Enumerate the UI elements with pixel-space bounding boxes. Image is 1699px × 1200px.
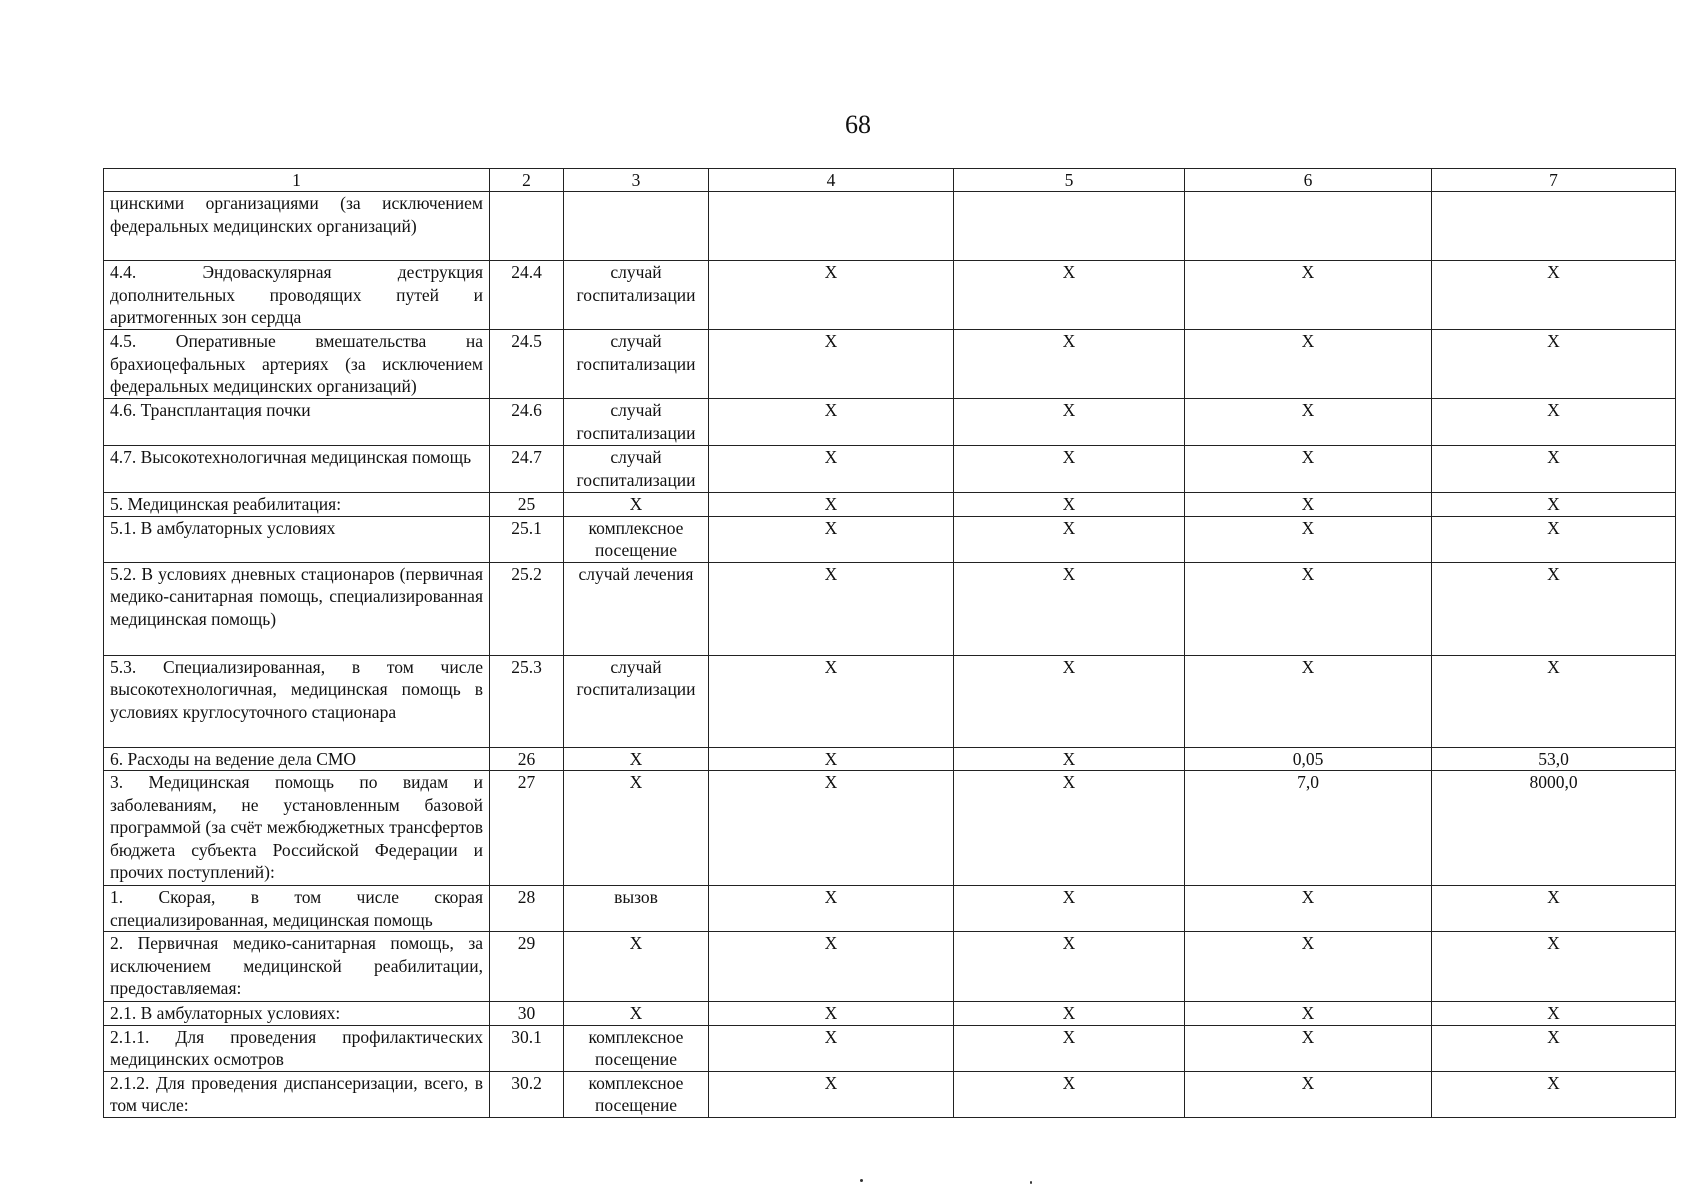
row-col5-value: Х xyxy=(954,1025,1185,1071)
row-col5-value: Х xyxy=(954,771,1185,886)
row-description: 2. Первичная медико-санитарная помощь, за исключением медицинской реабилитации, предоставляемая: xyxy=(104,932,490,1002)
row-col6-value: Х xyxy=(1185,932,1432,1002)
row-col5-value: Х xyxy=(954,932,1185,1002)
header-cell-6: 6 xyxy=(1185,169,1432,192)
table-row xyxy=(104,562,1676,655)
row-unit: комплексное посещение xyxy=(564,1071,709,1117)
row-col6-value: Х xyxy=(1185,261,1432,330)
row-col5-value: Х xyxy=(954,886,1185,932)
header-cell-3: 3 xyxy=(564,169,709,192)
table-body xyxy=(104,169,1676,1118)
row-col6-value: Х xyxy=(1185,446,1432,493)
table-row xyxy=(104,886,1676,932)
row-col7-value: Х xyxy=(1432,261,1676,330)
header-row xyxy=(104,169,1676,192)
row-col4-value: Х xyxy=(709,399,954,446)
row-col5-value: Х xyxy=(954,1002,1185,1026)
row-code: 30 xyxy=(490,1002,564,1026)
row-description: 5.2. В условиях дневных стационаров (первичная медико-санитарная помощь, специализированная медицинская помощь) xyxy=(104,562,490,655)
table-row xyxy=(104,655,1676,747)
row-col6-value xyxy=(1185,192,1432,261)
row-col4-value: Х xyxy=(709,771,954,886)
row-description: 4.5. Оперативные вмешательства на брахиоцефальных артериях (за исключением федеральных медицинских организаций) xyxy=(104,330,490,399)
row-description: 4.7. Высокотехнологичная медицинская помощь xyxy=(104,446,490,493)
row-col4-value: Х xyxy=(709,655,954,747)
row-col5-value xyxy=(954,192,1185,261)
row-code xyxy=(490,192,564,261)
row-col6-value: Х xyxy=(1185,655,1432,747)
row-unit: Х xyxy=(564,932,709,1002)
row-col4-value: Х xyxy=(709,261,954,330)
row-code: 26 xyxy=(490,747,564,771)
table-row xyxy=(104,747,1676,771)
row-code: 24.7 xyxy=(490,446,564,493)
row-col5-value: Х xyxy=(954,1071,1185,1117)
row-description: 5.3. Специализированная, в том числе высокотехнологичная, медицинская помощь в условиях круглосуточного стационара xyxy=(104,655,490,747)
header-cell-5: 5 xyxy=(954,169,1185,192)
row-unit: комплексное посещение xyxy=(564,516,709,562)
table-row xyxy=(104,261,1676,330)
row-col4-value: Х xyxy=(709,1025,954,1071)
row-code: 24.6 xyxy=(490,399,564,446)
row-col7-value: Х xyxy=(1432,330,1676,399)
row-col7-value: Х xyxy=(1432,399,1676,446)
row-code: 27 xyxy=(490,771,564,886)
row-col5-value: Х xyxy=(954,516,1185,562)
row-description: 2.1.2. Для проведения диспансеризации, всего, в том числе: xyxy=(104,1071,490,1117)
row-col5-value: Х xyxy=(954,399,1185,446)
row-description: 3. Медицинская помощь по видам и заболеваниям, не установленным базовой программой (за счёт межбюджетных трансфертов бюджета субъекта Российской Федерации и прочих поступлений): xyxy=(104,771,490,886)
row-code: 25 xyxy=(490,493,564,517)
row-unit: Х xyxy=(564,1002,709,1026)
row-code: 30.1 xyxy=(490,1025,564,1071)
row-col6-value: Х xyxy=(1185,1071,1432,1117)
row-col7-value: Х xyxy=(1432,516,1676,562)
row-col7-value: Х xyxy=(1432,886,1676,932)
row-unit: Х xyxy=(564,493,709,517)
row-code: 25.3 xyxy=(490,655,564,747)
row-col4-value: Х xyxy=(709,747,954,771)
row-unit: случай госпитализации xyxy=(564,655,709,747)
data-table xyxy=(103,168,1676,1118)
row-col4-value: Х xyxy=(709,446,954,493)
row-description: 2.1.1. Для проведения профилактических медицинских осмотров xyxy=(104,1025,490,1071)
row-description: 2.1. В амбулаторных условиях: xyxy=(104,1002,490,1026)
row-col7-value: Х xyxy=(1432,1071,1676,1117)
row-col5-value: Х xyxy=(954,562,1185,655)
row-description: 5.1. В амбулаторных условиях xyxy=(104,516,490,562)
row-col7-value: Х xyxy=(1432,932,1676,1002)
row-col6-value: 0,05 xyxy=(1185,747,1432,771)
row-col5-value: Х xyxy=(954,261,1185,330)
table-row xyxy=(104,399,1676,446)
row-col6-value: Х xyxy=(1185,886,1432,932)
row-unit: вызов xyxy=(564,886,709,932)
row-unit: Х xyxy=(564,747,709,771)
row-description: 4.4. Эндоваскулярная деструкция дополнительных проводящих путей и аритмогенных зон сердца xyxy=(104,261,490,330)
table-row xyxy=(104,493,1676,517)
row-col7-value: 8000,0 xyxy=(1432,771,1676,886)
row-unit: случай госпитализации xyxy=(564,446,709,493)
row-col6-value: Х xyxy=(1185,493,1432,517)
row-col4-value: Х xyxy=(709,886,954,932)
row-col6-value: Х xyxy=(1185,399,1432,446)
row-col5-value: Х xyxy=(954,655,1185,747)
row-description: 6. Расходы на ведение дела СМО xyxy=(104,747,490,771)
row-description: 1. Скорая, в том числе скорая специализированная, медицинская помощь xyxy=(104,886,490,932)
row-description: 4.6. Трансплантация почки xyxy=(104,399,490,446)
row-code: 25.2 xyxy=(490,562,564,655)
row-col6-value: Х xyxy=(1185,1025,1432,1071)
header-cell-2: 2 xyxy=(490,169,564,192)
row-col4-value xyxy=(709,192,954,261)
row-col4-value: Х xyxy=(709,1071,954,1117)
row-unit xyxy=(564,192,709,261)
row-col6-value: Х xyxy=(1185,516,1432,562)
row-col7-value: Х xyxy=(1432,446,1676,493)
header-cell-7: 7 xyxy=(1432,169,1676,192)
scan-speck xyxy=(860,1179,863,1182)
row-unit: случай госпитализации xyxy=(564,399,709,446)
row-col6-value: Х xyxy=(1185,1002,1432,1026)
row-col4-value: Х xyxy=(709,330,954,399)
table-row xyxy=(104,771,1676,886)
table-row xyxy=(104,330,1676,399)
row-unit: комплексное посещение xyxy=(564,1025,709,1071)
row-col5-value: Х xyxy=(954,330,1185,399)
row-code: 24.5 xyxy=(490,330,564,399)
scan-speck xyxy=(1030,1181,1032,1184)
row-col6-value: 7,0 xyxy=(1185,771,1432,886)
row-col5-value: Х xyxy=(954,493,1185,517)
table-row xyxy=(104,1025,1676,1071)
header-cell-4: 4 xyxy=(709,169,954,192)
table-row xyxy=(104,1071,1676,1117)
row-unit: Х xyxy=(564,771,709,886)
row-description: цинскими организациями (за исключением федеральных медицинских организаций) xyxy=(104,192,490,261)
table-row xyxy=(104,446,1676,493)
row-code: 25.1 xyxy=(490,516,564,562)
table-row xyxy=(104,192,1676,261)
row-code: 30.2 xyxy=(490,1071,564,1117)
row-col7-value: Х xyxy=(1432,562,1676,655)
row-col7-value: Х xyxy=(1432,655,1676,747)
row-code: 24.4 xyxy=(490,261,564,330)
row-description: 5. Медицинская реабилитация: xyxy=(104,493,490,517)
row-col4-value: Х xyxy=(709,516,954,562)
row-col6-value: Х xyxy=(1185,330,1432,399)
page-number: 68 xyxy=(845,110,871,139)
row-col4-value: Х xyxy=(709,932,954,1002)
row-col4-value: Х xyxy=(709,493,954,517)
row-code: 29 xyxy=(490,932,564,1002)
header-cell-1: 1 xyxy=(104,169,490,192)
row-col7-value: Х xyxy=(1432,1025,1676,1071)
row-col7-value: Х xyxy=(1432,1002,1676,1026)
row-col7-value: 53,0 xyxy=(1432,747,1676,771)
row-col7-value xyxy=(1432,192,1676,261)
table-row xyxy=(104,516,1676,562)
row-unit: случай лечения xyxy=(564,562,709,655)
row-col4-value: Х xyxy=(709,562,954,655)
row-unit: случай госпитализации xyxy=(564,261,709,330)
row-col7-value: Х xyxy=(1432,493,1676,517)
row-unit: случай госпитализации xyxy=(564,330,709,399)
table-row xyxy=(104,932,1676,1002)
row-col4-value: Х xyxy=(709,1002,954,1026)
row-col5-value: Х xyxy=(954,747,1185,771)
row-code: 28 xyxy=(490,886,564,932)
table-row xyxy=(104,1002,1676,1026)
row-col5-value: Х xyxy=(954,446,1185,493)
row-col6-value: Х xyxy=(1185,562,1432,655)
